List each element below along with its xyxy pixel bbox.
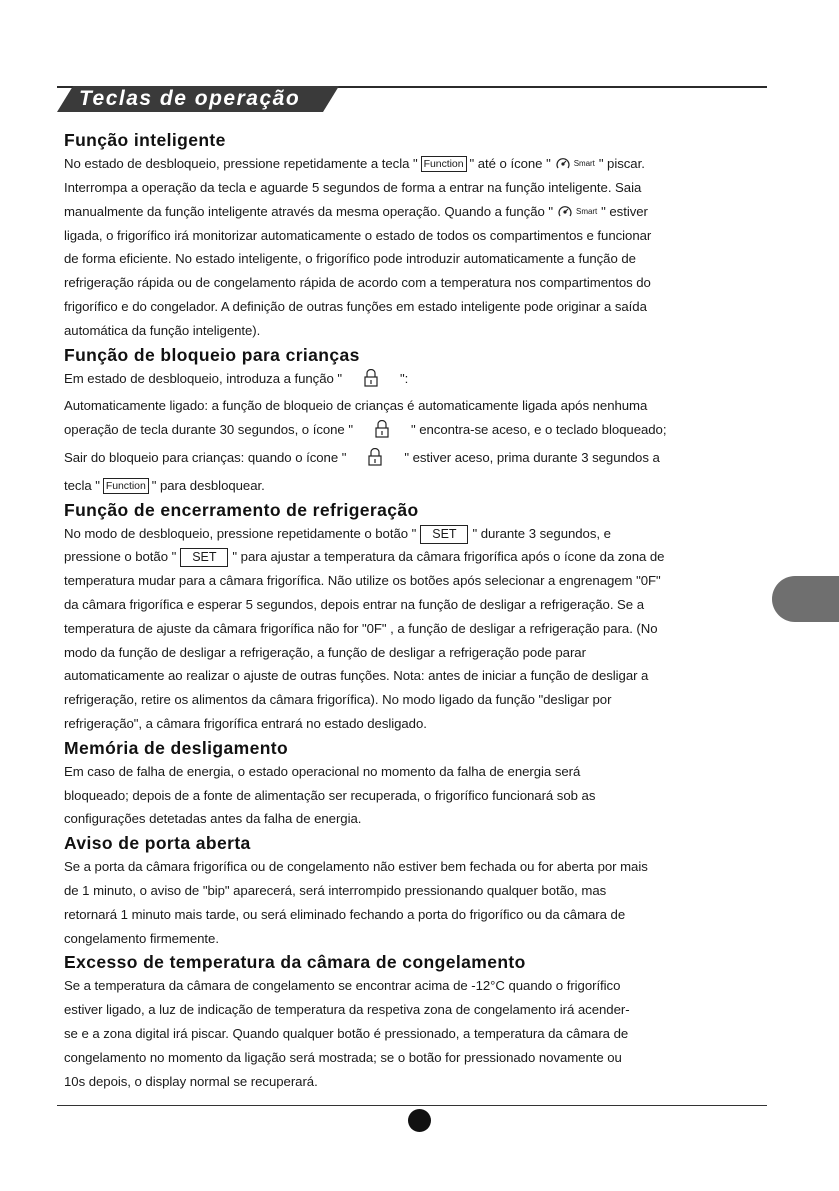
paragraph-line: ligada, o frigorífico irá monitorizar automaticamente o estado de todos os compartimentos e funcionar [64, 227, 652, 243]
paragraph-line: se e a zona digital irá piscar. Quando qualquer botão é pressionado, a temperatura da câmara de [64, 1025, 629, 1041]
section-banner [57, 84, 767, 114]
paragraph-line: modo da função de desligar a refrigeração, a função de desligar a refrigeração pode parar [64, 644, 586, 660]
paragraph-line: Sair do bloqueio para crianças: quando o ícone " " estiver aceso, prima durante 3 segundos a [64, 446, 776, 474]
section-title: Aviso de porta aberta [64, 833, 251, 854]
section-smart-function [64, 128, 776, 343]
paragraph-line: temperatura de ajuste da câmara frigorífica não for "0F" , a função de desligar a refrigeração para. (No [64, 620, 658, 636]
paragraph-line: Se a porta da câmara frigorífica ou de congelamento não estiver bem fechada ou for aberta por mais [64, 859, 648, 875]
paragraph-line: refrigeração", a câmara frigorífica entrará no estado desligado. [64, 715, 427, 731]
section-title: Função inteligente [64, 130, 226, 150]
set-key-icon: SET [420, 525, 468, 544]
page-title: Teclas de operação [79, 87, 301, 110]
section-title: Excesso de temperatura da câmara de congelamento [64, 952, 526, 973]
paragraph-line: Automaticamente ligado: a função de bloqueio de crianças é automaticamente ligada após nenhuma [64, 398, 648, 414]
paragraph-line: Em estado de desbloqueio, introduza a função " ": [64, 367, 776, 395]
paragraph-line: pressione o botão " SET " para ajustar a temperatura da câmara frigorífica após o ícone da zona de [64, 545, 776, 569]
side-tab-marker [772, 576, 839, 622]
footer-rule [57, 1105, 767, 1106]
section-title: Função de bloqueio para crianças [64, 344, 360, 365]
paragraph-line: refrigeração rápida ou de congelamento rápida de acordo com a temperatura nos compartimentos do [64, 275, 651, 291]
paragraph-line: bloqueado; depois de a fonte de alimentação ser recuperada, o frigorífico funcionará sob as [64, 787, 596, 803]
section-door-open-alarm [64, 831, 776, 950]
section-power-off-memory [64, 736, 776, 831]
paragraph-line: retornará 1 minuto mais tarde, ou será eliminado fechando a porta do frigorífico ou da câmara de [64, 906, 626, 922]
lock-icon [368, 448, 382, 474]
paragraph-line: da câmara frigorífica e esperar 5 segundos, depois entrar na função de desligar a refrigeração. Se a [64, 596, 644, 612]
section-child-lock [64, 343, 776, 498]
paragraph-line: manualmente da função inteligente através da mesma operação. Quando a função " Smart " estiver [64, 200, 776, 224]
paragraph-line: automaticamente ao realizar o ajuste de outras funções. Nota: antes de iniciar a função de desligar a [64, 668, 649, 684]
paragraph-line: configurações detetadas antes da falha de energia. [64, 811, 362, 827]
paragraph-line: Se a temperatura da câmara de congelamento se encontrar acima de -12°C quando o frigorífico [64, 978, 621, 994]
set-key-icon: SET [180, 548, 228, 567]
smart-icon: Smart [555, 152, 595, 176]
section-cooling-shutdown [64, 498, 776, 736]
lock-icon [375, 420, 389, 446]
paragraph-line: congelamento firmemente. [64, 930, 219, 946]
paragraph-line: Interrompa a operação da tecla e aguarde 5 segundos de forma a entrar na função inteligente. Saia [64, 179, 642, 195]
function-key-icon: Function [421, 156, 467, 172]
paragraph-line: de forma eficiente. No estado inteligente, o frigorífico pode introduzir automaticamente a função de [64, 251, 636, 267]
section-title: Memória de desligamento [64, 737, 289, 758]
manual-content [64, 128, 776, 1093]
paragraph-line: de 1 minuto, o aviso de "bip" aparecerá, será interrompido pressionando qualquer botão, mas [64, 882, 607, 898]
paragraph-line: temperatura mudar para a câmara frigorífica. Não utilize os botões após selecionar a engrenagem "0F" [64, 573, 661, 589]
paragraph-line: frigorífico e do congelador. A definição de outras funções em estado inteligente pode originar a saída [64, 299, 647, 314]
section-freezer-over-temperature [64, 950, 776, 1093]
page-number-dot [408, 1109, 431, 1132]
paragraph-line: No estado de desbloqueio, pressione repetidamente a tecla " Function " até o ícone " Smart " piscar. [64, 152, 776, 176]
paragraph-line: 10s depois, o display normal se recuperará. [64, 1073, 318, 1089]
paragraph-line: congelamento no momento da ligação será mostrada; se o botão for pressionado novamente ou [64, 1049, 622, 1065]
paragraph-line: No modo de desbloqueio, pressione repetidamente o botão " SET " durante 3 segundos, e [64, 522, 776, 546]
paragraph-line: estiver ligado, a luz de indicação de temperatura da respetiva zona de congelamento irá acender- [64, 1002, 630, 1018]
paragraph-line: refrigeração, retire os alimentos da câmara frigorífica). No modo ligado da função "desligar por [64, 692, 612, 708]
paragraph-line: Em caso de falha de energia, o estado operacional no momento da falha de energia será [64, 763, 581, 779]
paragraph-line: tecla " Function " para desbloquear. [64, 477, 265, 493]
smart-icon: Smart [557, 200, 597, 224]
lock-icon [364, 369, 378, 395]
function-key-icon: Function [103, 478, 149, 494]
paragraph-line: operação de tecla durante 30 segundos, o ícone " " encontra-se aceso, e o teclado bloqueado; [64, 418, 776, 446]
paragraph-line: automática da função inteligente). [64, 322, 261, 338]
section-title: Função de encerramento de refrigeração [64, 499, 419, 520]
